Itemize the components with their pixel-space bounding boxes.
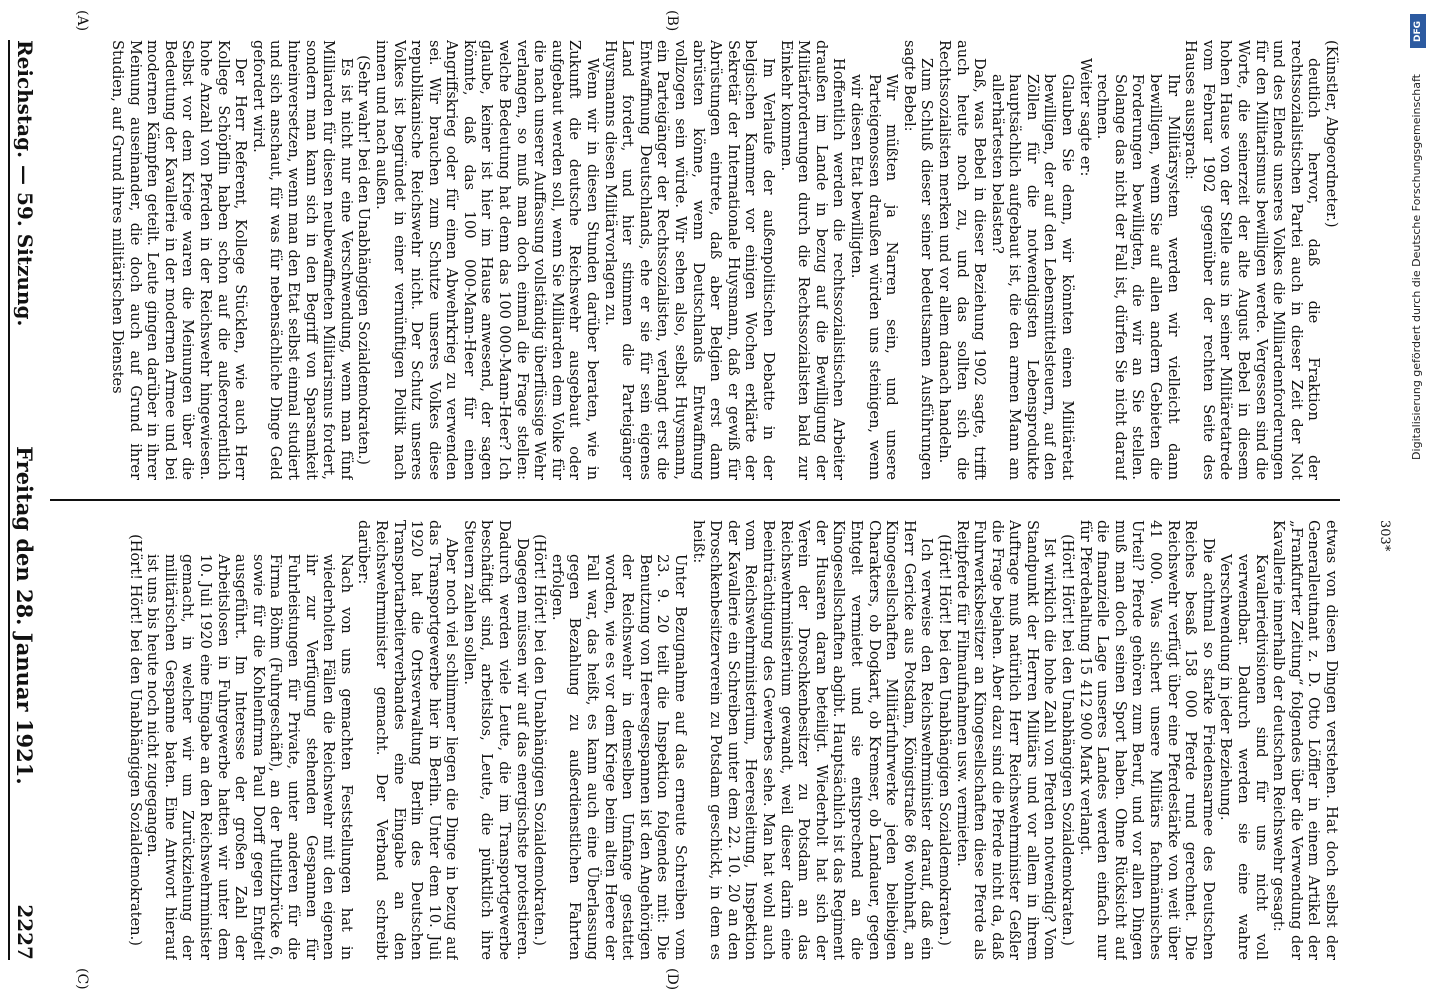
paragraph: Dagegen müssen wir auf das energischste protestieren. Dadurch werden viele Leute, die im Transportgewerbe beschäftigt sind, arbeitslos, Leute, die pünktlich ihre Steuern zahlen sollen. — [460, 520, 531, 960]
quotation: Kavalleriedivisionen sind für uns nicht voll verwendbar. Dadurch werden sie eine wahre Verschwendung in jeder Beziehung. — [1217, 554, 1270, 960]
paragraph: Hoffentlich werden die rechtssozialistischen Arbeiter draußen im Lande in bezug auf die Bewilligung der Militärforderungen durch die Rechtssozialisten bald zur Einkehr kommen. — [777, 40, 848, 480]
paragraph: Im Verlaufe der außenpolitischen Debatte in der belgischen Kammer vor einigen Wochen erklärte der Sekretär der Internationale Huysmann, daß er gewiß für Abrüstungen eintrete, daß aber Belgien erst dann abrüsten könne, wenn Deutschlands Entwaffnung vollzogen sein würde. Wir sehen also, selbst Huysmann, ein Parteigänger der Rechtssozialisten, verlangt erst die Entwaffnung Deutschlands, ehe er sie für sein eigenes Land fordert, und hier stimmen die Parteigänger Huysmanns diesen Militärvorlagen zu. — [601, 40, 777, 480]
interjection: (Hört! Hört! bei den Unabhängigen Sozialdemokraten.) — [935, 534, 953, 946]
paragraph: Weiter sagte er: — [1076, 58, 1094, 177]
paragraph: Es ist nicht nur eine Verschwendung, wenn man fünf Milliarden für diesen neubewaffneten Militarismus fordert, sondern man kann sich in den Begriff von Sparsamkeit hineinversetzen, wenn man den Etat selbst einmal studiert und sich anschaut, für was für nebensächliche Dinge Geld gefordert wird. — [249, 40, 355, 480]
interjection: (Sehr wahr! bei den Unabhängigen Sozialdemokraten.) — [355, 55, 373, 465]
paragraph: Aber noch viel schlimmer liegen die Dinge in bezug auf das Transportgewerbe hier in Berlin. Unter dem 10. Juli 1920 hat die Ortsverwaltung Berlin des Deutschen Transportarbeiterverbandes eine Eingabe an den Reichswehrminister gemacht. Der Verband schreibt darüber: — [355, 520, 461, 960]
margin-mark-b: (B) — [664, 10, 680, 32]
page-header — [8, 40, 40, 960]
paragraph: Ist wirklich die hohe Zahl von Pferden notwendig? Vom Standpunkt der Herren Militärs und vor allem in ihrem Auftrage muß natürlich Herr Reichswehrminister Geßler die Frage bejahen. Aber dazu sind die Pferde nicht da, daß Fuhrwerksbesitzer an Kinogesellschaften diese Pferde als Reitpferde für Filmaufnahmen usw. vermieten. — [953, 520, 1059, 960]
funding-notice: Digitalisierung gefördert durch die Deutsche Forschungsgemeinschaft — [1410, 74, 1423, 460]
quotation: Glauben Sie denn, wir könnten einen Militäretat bewilligen, der auf den Lebensmittelsteuern, auf den Zöllen für die notwendigsten Lebensprodukte hauptsächlich aufgebaut ist, die den armen Mann am allerhärtesten belasten? — [988, 74, 1077, 480]
dfg-notice — [1410, 4, 1428, 1004]
margin-mark-d: (D) — [664, 968, 680, 991]
quotation: Ihr Militärsystem werden wir vielleicht dann bewilligen, wenn Sie auf allen andern Gebieten die Forderungen bewilligten, die wir an Sie stellen. Solange das nicht der Fall ist, dürfen Sie nicht darauf rechnen. — [1094, 74, 1182, 480]
text-column-left — [90, 40, 1340, 480]
paragraph: Der Herr Referent, Kollege Stücklen, wie auch Herr Kollege Schöpflin haben schon auf die außerordentlich hohe Anzahl von Pferden in der Reichswehr hingewiesen. Selbst vor dem Kriege waren die Meinungen über die Bedeutung der Kavallerie in der modernen Armee und bei modernen Kämpfen geteilt. Leute gingen darüber in ihrer Meinung auseinander, die doch auch auf Grund ihrer Studien, auf Grund ihres militärischen Dienstes — [109, 40, 250, 480]
text-column-right — [90, 520, 1340, 960]
interjection: (Hört! Hört! bei den Unabhängigen Sozialdemokraten.) — [1059, 534, 1077, 946]
margin-mark-c: (C) — [74, 968, 90, 990]
paragraph: Ich verweise den Reichswehrminister darauf, daß ein Herr Gericke aus Potsdam, Königstraße 86 wohnhaft, an Kinogesellschaften Militärfuhrwerke jeden beliebigen Charakters, ob Dogkart, ob Kremser, ob Landauer, gegen Entgelt vermietet und sie entsprechend an die Kinogesellschaften abgibt. Hauptsächlich ist das Regiment der Husaren daran beteiligt. Wiederholt hat sich der Verein der Droschkenbesitzer zu Potsdam an das Reichswehrministerium gewandt, weil dieser darin eine Beeinträchtigung des Gewerbes sehe. Man hat wohl auch vom Reichswehrministerium, Heeresleitung, Inspektion der Kavallerie ein Schreiben unter dem 22. 10. 20 an den Droschkenbesitzerverein zu Potsdam geschickt, in dem es heißt: — [689, 520, 936, 960]
paragraph: Zum Schluß dieser seiner bedeutsamen Ausführungen sagte Bebel: — [900, 40, 936, 480]
interjection: (Hört! Hört! bei den Unabhängigen Sozialdemokraten.) — [531, 534, 549, 946]
printer-signature: 303* — [1377, 520, 1392, 552]
dfg-logo: DFG — [1410, 14, 1426, 48]
interjection: (Hört! Hört! bei den Unabhängigen Sozialdemokraten.) — [126, 534, 144, 946]
margin-mark-a: (A) — [74, 10, 90, 32]
paragraph: (Künstler, Abgeordneter.) — [1323, 40, 1340, 228]
column-divider — [50, 499, 1340, 501]
paragraph: Wenn wir in diesen Stunden darüber beraten, wie in Zukunft die deutsche Reichswehr ausgebaut oder aufgebaut werden soll, wenn Sie Milliarden dem Volke für die nach unserer Auffassung vollständig überflüssige Wehr verlangen, so muß man doch einmal die Frage stellen: welche Bedeutung hat denn das 100 000-Mann-Heer? Ich glaube, keiner ist hier im Hause anwesend, der sagen könnte, daß das 100 000-Mann-Heer für einen Angriffskrieg oder für einen Abwehrkrieg zu verwenden sei. Wir brauchen zum Schutze unseres Volkes diese republikanische Reichswehr nicht. Der Schutz unseres Volkes ist begründet in einer vernünftigen Politik nach innen und nach außen. — [372, 40, 602, 480]
header-date: Freitag den 28. Januar 1921. — [12, 446, 38, 785]
paragraph: Die achtmal so starke Friedensarmee des Deutschen Reiches besaß 158 000 Pferde rund gerechnet. Die Reichswehr verfügt über eine Pferdestärke von weit über 41 000. Was sichert unsere Militärs fachmännisches Urteil? Pferde gehören zum Beruf, und vor allen Dingen muß man doch seinen Sport haben. Ohne Rücksicht auf die finanzielle Lage unseres Landes werden einfach nur für Pferdehaltung 15 412 900 Mark verlangt. — [1076, 520, 1217, 960]
paragraph: deutlich hervor, daß die Fraktion der rechtssozialistischen Partei auch in dieser Zeit der Not und des Elends unseres Volkes die Milliardenforderungen für den Militarismus bewilligen werde. Vergessen sind die Worte, die seinerzeit der alte August Bebel in diesem hohen Hause von der Stelle aus in seiner Militäretatrede vom Februar 1902 gegenüber der rechten Seite des Hauses aussprach: — [1182, 40, 1323, 480]
quotation: Unter Bezugnahme auf das erneute Schreiben vom 23. 9. 20 teilt die Inspektion folgendes mit: Die Benutzung von Heeresgespannen ist den Angehörigen der Reichswehr in demselben Umfange gestattet worden, wie es vor dem Kriege beim alten Heere der Fall war, das heißt, es kann auch eine Überlassung gegen Bezahlung zu außerdienstlichen Fahrten erfolgen. — [548, 554, 690, 960]
quotation: Wir müßten ja Narren sein, und unsere Parteigenossen draußen würden uns steinigen, wenn wir diesen Etat bewilligten. — [847, 74, 901, 480]
header-session: Reichstag. — 59. Sitzung. — [13, 40, 37, 327]
paragraph: etwas von diesen Dingen verstehen. Hat doch selbst der Generalleutnant z. D. Otto Löffler in einem Artikel der „Frankfurter Zeitung“ folgendes über die Verwendung der Kavallerie innerhalb der deutschen Reichswehr gesagt: — [1270, 520, 1340, 960]
page-number: 2227 — [13, 904, 37, 960]
quotation: Nach von uns gemachten Feststellungen hat in wiederholten Fällen die Reichswehr mit den eigenen ihr zur Verfügung stehenden Gespannen für Fuhrleistungen für Private, unter anderen für die Firma Böhm (Fuhrgeschäft), an der Putlitzbrücke 6, sowie für die Kohlenfirma Paul Dorff gegen Entgelt ausgeführt. Im Interesse der großen Zahl der Arbeitslosen in Fuhrgewerbe hatten wir unter dem 10. Juli 1920 eine Eingabe an den Reichswehrminister gemacht, in welcher wir um Zurückziehung der militärischen Gespanne baten. Eine Antwort hierauf ist uns bis heute noch nicht zugegangen. — [144, 554, 355, 960]
paragraph: Daß, was Bebel in dieser Beziehung 1902 sagte, trifft auch heute noch zu, und das sollten sich die Rechtssozialisten merken und vor allem danach handeln. — [935, 40, 989, 480]
